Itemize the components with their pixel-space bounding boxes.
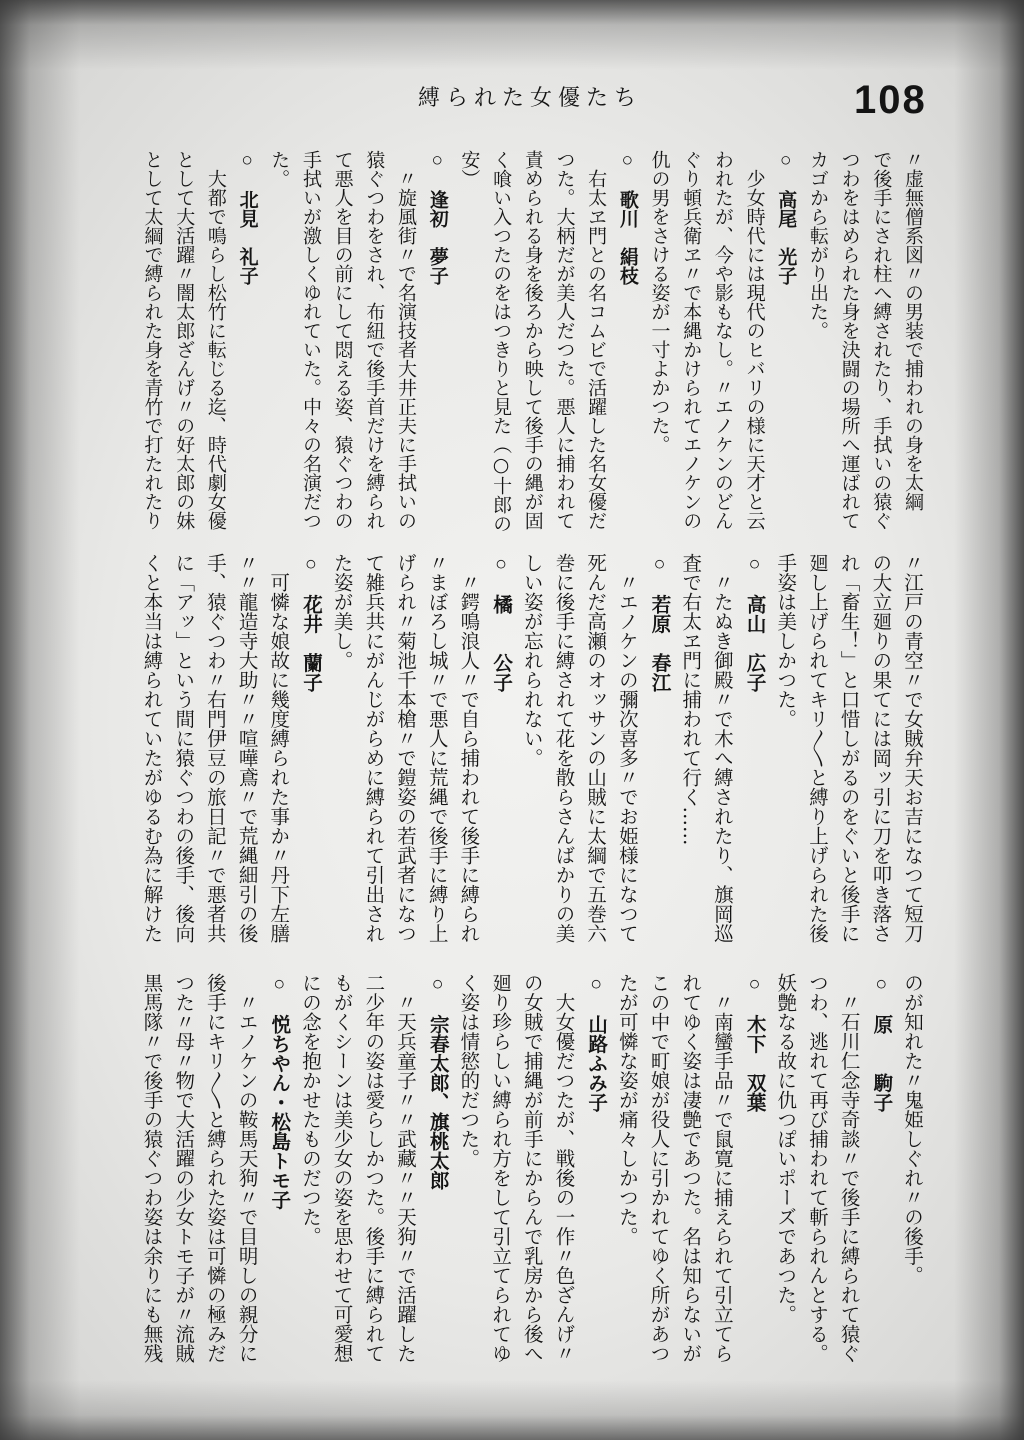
text-column: カゴから転がり出た。 xyxy=(806,150,829,340)
page-number: 108 xyxy=(854,78,927,122)
text-column: もがくシーンは美少女の姿を思わせて可愛想 xyxy=(330,973,354,1363)
text-column: つた。大柄だが美人だつた。悪人に捕われて xyxy=(553,150,576,530)
text-column: 〃石川仁念寺奇談〃で後手に縛られて猿ぐ xyxy=(837,973,861,1363)
actress-name-heading: ○ 逢初 夢子 xyxy=(426,150,448,285)
text-column: 〃天兵童子〃〃武藏〃〃天狗〃で活躍した xyxy=(394,973,417,1363)
text-column: 手、猿ぐつわ〃右門伊豆の旅日記〃で悪者共 xyxy=(203,553,227,943)
text-tier-bottom xyxy=(136,973,928,1383)
text-column: 右太ヱ門との名コムビで活躍した名女優だ xyxy=(585,150,608,530)
text-column: 大女優だつたが、戦後の一作〃色ざんげ〃 xyxy=(552,973,576,1363)
text-column: 妖艶なる故に仇つぽいポーズであつた。 xyxy=(774,973,798,1324)
text-column: 廻し上げられてキリ〳〵と縛り上げられた後 xyxy=(805,553,829,943)
actress-name-heading: ○ 高山 広子 xyxy=(743,553,766,692)
text-column: の女賊で捕縄が前手にからんで乳房から後へ xyxy=(520,973,544,1363)
text-column: 査で右太ヱ門に捕われて行く…… xyxy=(679,553,703,846)
actress-name-heading: ○ 原 駒子 xyxy=(870,973,893,1112)
actress-name-heading: ○ 悦ちやん・松島トモ子 xyxy=(268,973,291,1210)
text-column: 少女時代には現代のヒバリの様に天才と云 xyxy=(743,150,766,530)
text-column: として大活躍〃闇太郎ざんげ〃の好太郎の妹 xyxy=(173,150,196,530)
text-column: 〃まぼろし城〃で悪人に荒縄で後手に縛り上 xyxy=(425,553,449,943)
text-column: れ「畜生！」と口惜しがるのをぐいと後手に xyxy=(837,553,861,943)
text-column: て悪人を目の前にして悶える姿、猿ぐつわの xyxy=(331,150,354,530)
text-column: れてゆく姿は凄艶であつた。名は知らないが xyxy=(679,973,703,1363)
actress-name-heading: ○ 木下 双葉 xyxy=(743,973,766,1112)
text-column: 安） xyxy=(458,150,481,188)
text-column: 二少年の姿は愛らしかつた。後手に縛られて xyxy=(362,973,386,1363)
text-column: くと本当は縛られていたがゆるむ為に解けた xyxy=(140,553,164,943)
text-column: 仇の男をさける姿が一寸よかつた。 xyxy=(648,150,671,454)
text-column: ぐり頓兵衛ヱ〃で本縄かけられてエノケンの xyxy=(680,150,703,530)
text-column: として太綱で縛られた身を青竹で打たれたり xyxy=(141,150,164,530)
running-header-title: 縛られた女優たち xyxy=(418,86,643,111)
text-column: く喰い入つたのをはつきりと見た（○十郎の xyxy=(490,150,513,533)
text-column: 〃〃龍造寺大助〃〃喧嘩鳶〃で荒縄細引の後 xyxy=(235,553,259,943)
text-column: 手拭いが激しくゆれていた。中々の名演だつ xyxy=(299,150,322,530)
text-column: 廻り珍らしい縛られ方をして引立てられてゆ xyxy=(489,973,513,1363)
text-column: 〃南蠻手品〃で鼠寛に捕えられて引立てら xyxy=(710,973,734,1363)
text-column: 〃たぬき御殿〃で木へ縛されたり、旗岡巡 xyxy=(710,553,734,943)
text-column: 黒馬隊〃で後手の猿ぐつわ姿は余りにも無残 xyxy=(140,973,164,1363)
text-column: く姿は情慾的だつた。 xyxy=(457,973,481,1168)
text-tier-middle xyxy=(136,553,928,963)
text-column: 〃虚無僧系図〃の男装で捕われの身を太綱 xyxy=(902,150,924,511)
text-column: この中で町娘が役人に引かれてゆく所があつ xyxy=(647,973,671,1363)
text-column: 猿ぐつわをされ、布紐で後手首だけを縛られ xyxy=(363,150,386,530)
text-column: 〃旋風街〃で名演技者大井正夫に手拭いの xyxy=(395,150,417,530)
text-column: 死んだ高瀬のオッサンの山賊に太綱で五巻六 xyxy=(584,553,608,943)
text-column: 大都で鳴らし松竹に転じる迄、時代劇女優 xyxy=(204,150,227,530)
text-column: つわ、逃れて再び捕われて斬られんとする。 xyxy=(805,973,829,1363)
text-column: 巻に後手に縛されて花を散らさんばかりの美 xyxy=(552,553,576,943)
actress-name-heading: ○ 北見 礼子 xyxy=(236,150,258,285)
text-column: に「アッ」という間に猿ぐつわの後手、後向 xyxy=(172,553,196,943)
text-column: の大立廻りの果てには岡ッ引に刀を叩き落さ xyxy=(869,553,893,943)
text-column: つわをはめられた身を決闘の場所へ運ばれて xyxy=(838,150,861,530)
text-column: われたが、今や影もなし。〃エノケンのどん xyxy=(711,150,734,530)
text-column: 〃鍔鳴浪人〃で自ら捕われて後手に縛られ xyxy=(457,553,481,943)
text-column: つた〃母〃物で大活躍の少女トモ子が〃流賊 xyxy=(172,973,196,1363)
actress-name-heading: ○ 宗春太郎、旗桃太郎 xyxy=(426,973,449,1190)
text-column: 〃江戸の青空〃で女賊弁天お吉になつて短刀 xyxy=(901,553,924,943)
actress-name-heading: ○ 高尾 光子 xyxy=(775,150,797,285)
text-column: 可憐な娘故に幾度縛られた事か〃丹下左膳 xyxy=(267,553,291,943)
actress-name-heading: ○ 橘 公子 xyxy=(490,553,513,692)
text-column: しい姿が忘れられない。 xyxy=(520,553,544,768)
text-column: 後手にキリ〳〵と縛られた姿は可憐の極みだ xyxy=(203,973,227,1363)
text-column: げられ〃菊池千本槍〃で鎧姿の若武者になつ xyxy=(394,553,417,943)
text-column: にの念を抱かせたものだつた。 xyxy=(298,973,322,1246)
text-column: た。 xyxy=(268,150,291,188)
text-tier-top xyxy=(136,150,928,560)
text-column: て雑兵共にがんじがらめに縛られて引出され xyxy=(362,553,386,943)
actress-name-heading: ○ 若原 春江 xyxy=(648,553,671,692)
text-column: 〃エノケンの彌次喜多〃でお姫様になつて xyxy=(615,553,639,943)
text-column: 〃エノケンの鞍馬天狗〃で目明しの親分に xyxy=(235,973,259,1363)
text-column: た姿が美し。 xyxy=(330,553,354,670)
actress-name-heading: ○ 歌川 絹枝 xyxy=(616,150,638,285)
text-column: 責められる身を後ろから映して後手の縄が固 xyxy=(521,150,544,530)
text-column: で後手にされ柱へ縛されたり、手拭いの猿ぐ xyxy=(870,150,893,530)
actress-name-heading: ○ 花井 蘭子 xyxy=(299,553,322,692)
text-column: たが可憐な姿が痛々しかつた。 xyxy=(615,973,639,1246)
actress-name-heading: ○ 山路ふみ子 xyxy=(585,973,608,1112)
text-column: のが知れた〃鬼姫しぐれ〃の後手。 xyxy=(901,973,924,1285)
text-column: 手姿は美しかつた。 xyxy=(774,553,798,729)
